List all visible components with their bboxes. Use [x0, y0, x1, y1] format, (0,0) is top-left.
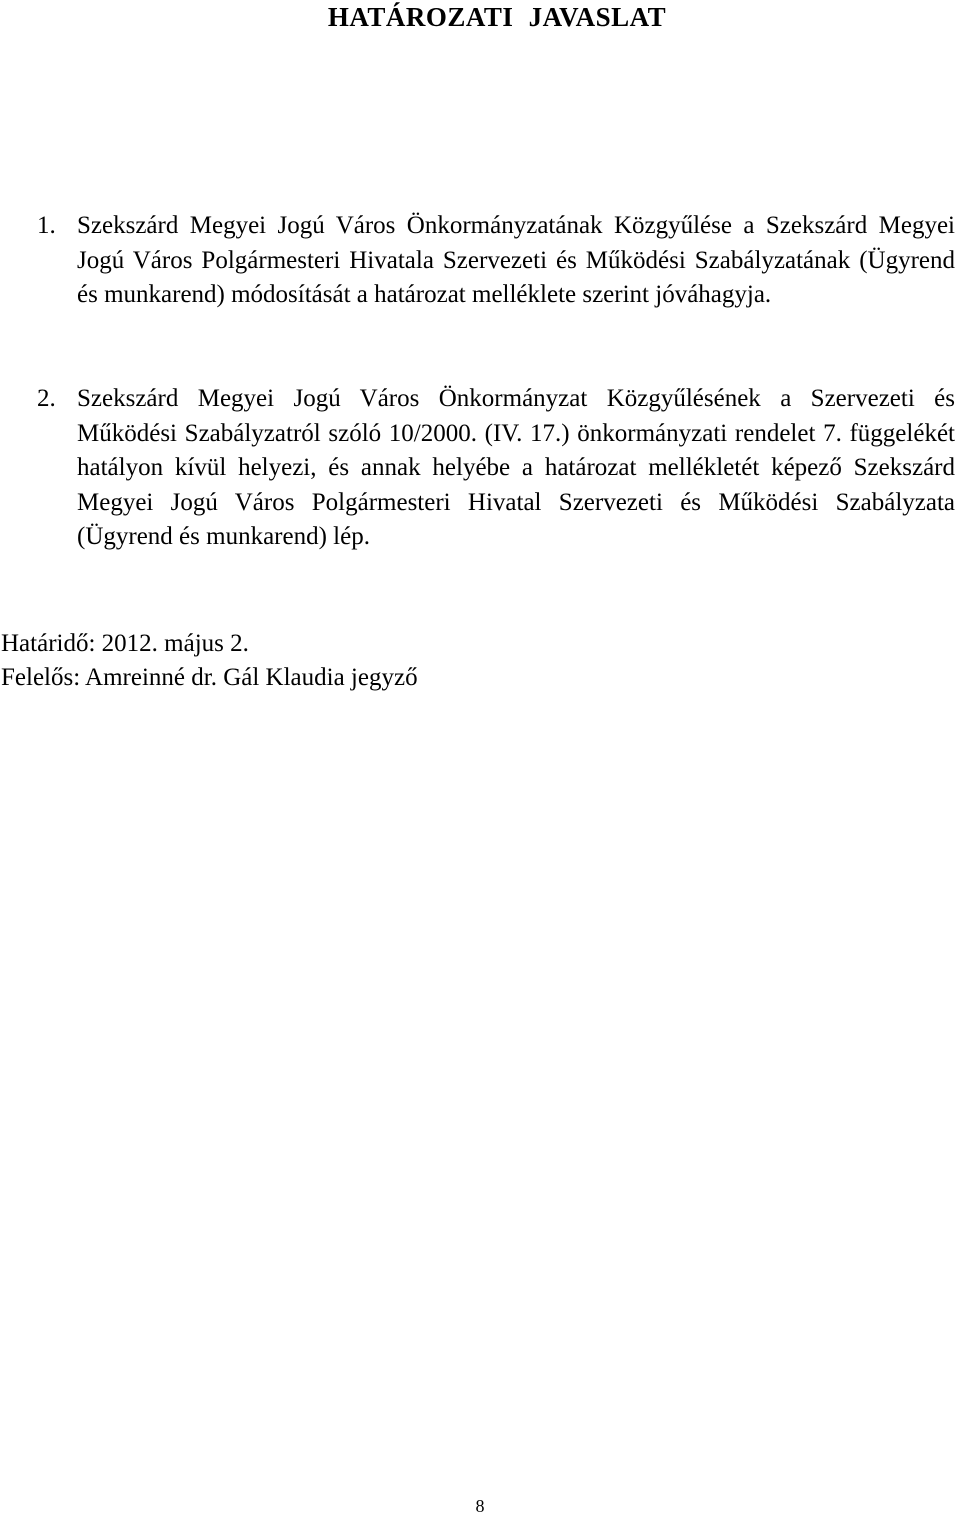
page-number: 8 [475, 1496, 485, 1516]
resolution-item-1-text: Szekszárd Megyei Jogú Város Önkormányzatának Közgyűlése a Szekszárd Megyei Jogú Város Polgármesteri Hivatala Szervezeti és Működési Szabályzatának (Ügyrend és munkarend) módosítását a határozat melléklete szerint jóváhagyja. [77, 212, 955, 308]
resolution-item-2 [37, 382, 955, 555]
resolution-item-2-text: Szekszárd Megyei Jogú Város Önkormányzat Közgyűlésének a Szervezeti és Működési Szabályzatról szóló 10/2000. (IV. 17.) önkormányzati rendelet 7. függelékét hatályon kívül helyezi, és annak helyébe a határozat mellékletét képező Szekszárd Megyei Jogú Város Polgármesteri Hivatal Szervezeti és Működési Szabályzata (Ügyrend és munkarend) lép. [77, 385, 955, 550]
deadline-line: Határidő: 2012. május 2. [1, 630, 249, 657]
document-title: HATÁROZATI JAVASLAT [327, 2, 667, 32]
resolution-item-2-number: 2. [37, 385, 56, 412]
responsible-line: Felelős: Amreinné dr. Gál Klaudia jegyző [1, 664, 418, 691]
resolution-item-1 [37, 209, 955, 313]
resolution-item-1-number: 1. [37, 212, 56, 239]
